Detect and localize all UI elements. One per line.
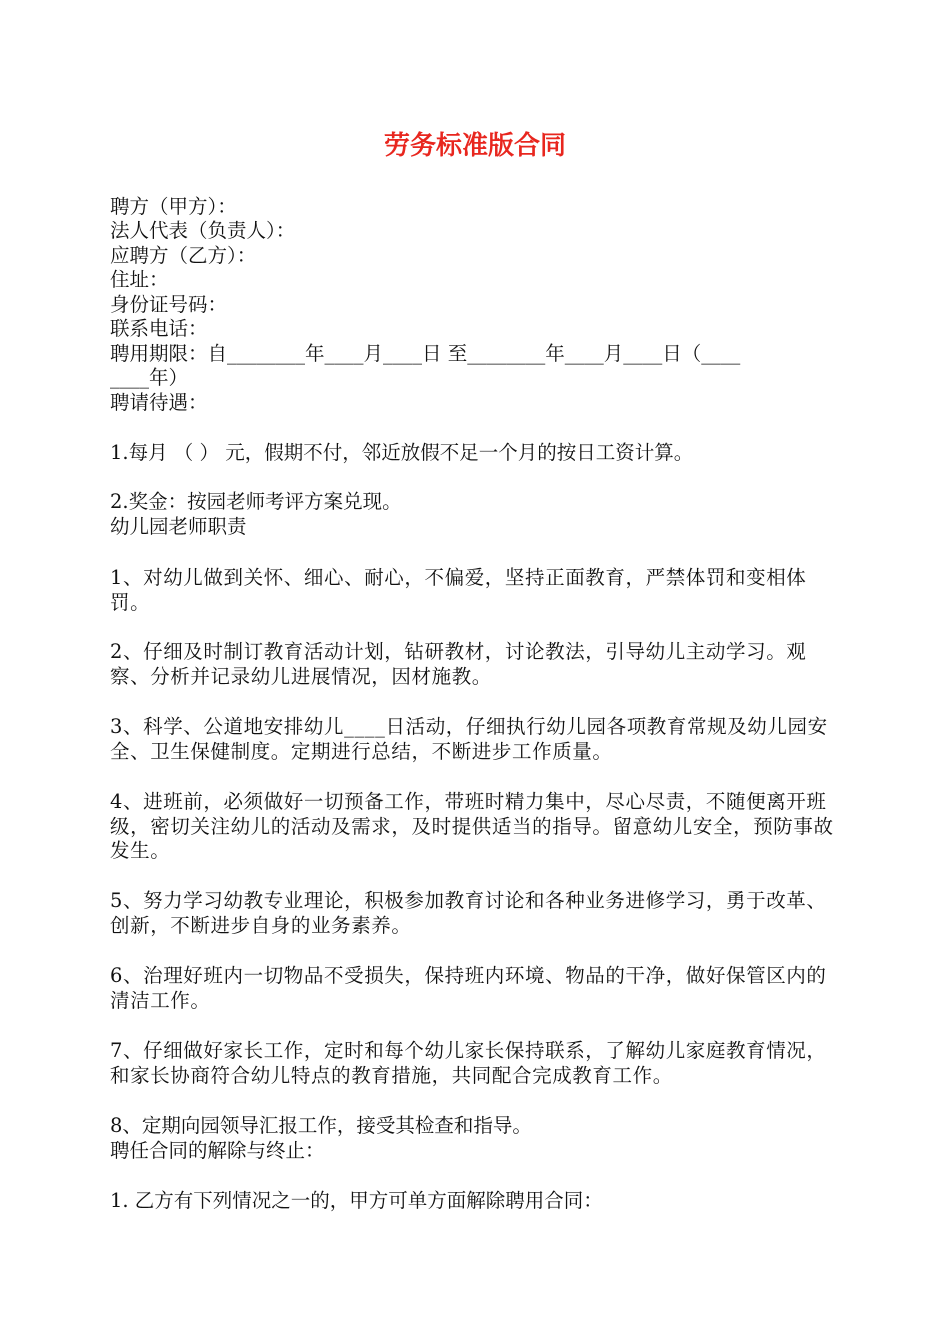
duties-heading: 幼儿园老师职责 (110, 515, 247, 538)
header-line-term: 聘用期限：自________年____月____日 至________年____月____日（____ (110, 342, 741, 365)
document-title: 劳务标准版合同 (383, 131, 566, 161)
duty-item-6: 6、治理好班内一切物品不受损失，保持班内环境、物品的干净，做好保管区内的清洁工作。 (110, 964, 827, 1012)
termination-item-1: 1. 乙方有下列情况之一的，甲方可单方面解除聘用合同： (110, 1189, 603, 1212)
salary-item: 1.每月 （ ） 元，假期不付，邻近放假不足一个月的按日工资计算。 (110, 441, 694, 464)
duty-item-1: 1、对幼儿做到关怀、细心、耐心，不偏爱，坚持正面教育，严禁体罚和变相体罚。 (110, 566, 807, 614)
header-line-address: 住址： (110, 268, 169, 291)
bonus-item: 2.奖金：按园老师考评方案兑现。 (110, 490, 402, 513)
duty-item-7: 7、仔细做好家长工作，定时和每个幼儿家长保持联系，了解幼儿家庭教育情况，和家长协商符合幼儿特点的教育措施，共同配合完成教育工作。 (110, 1039, 827, 1087)
header-line-legal-rep: 法人代表（负责人）： (110, 219, 296, 242)
header-line-id-number: 身份证号码： (110, 293, 228, 316)
header-line-phone: 联系电话： (110, 317, 208, 340)
header-line-treatment: 聘请待遇： (110, 391, 208, 414)
header-line-term-cont: ____年） (110, 366, 189, 389)
header-line-employee: 应聘方（乙方）： (110, 244, 257, 267)
duty-item-5: 5、努力学习幼教专业理论，积极参加教育讨论和各种业务进修学习，勇于改革、创新，不断进步自身的业务素养。 (110, 889, 827, 937)
header-line-employer: 聘方（甲方）： (110, 195, 237, 218)
duty-item-3: 3、科学、公道地安排幼儿____日活动，仔细执行幼儿园各项教育常规及幼儿园安全、卫生保健制度。定期进行总结，不断进步工作质量。 (110, 715, 828, 763)
duty-item-4: 4、进班前，必须做好一切预备工作，带班时精力集中，尽心尽责，不随便离开班级，密切关注幼儿的活动及需求，及时提供适当的指导。留意幼儿安全，预防事故发生。 (110, 790, 834, 863)
duty-item-8: 8、定期向园领导汇报工作，接受其检查和指导。 (110, 1114, 532, 1137)
termination-heading: 聘任合同的解除与终止： (110, 1139, 325, 1162)
duty-item-2: 2、仔细及时制订教育活动计划，钻研教材，讨论教法，引导幼儿主动学习。观察、分析并记录幼儿进展情况，因材施教。 (110, 640, 807, 688)
